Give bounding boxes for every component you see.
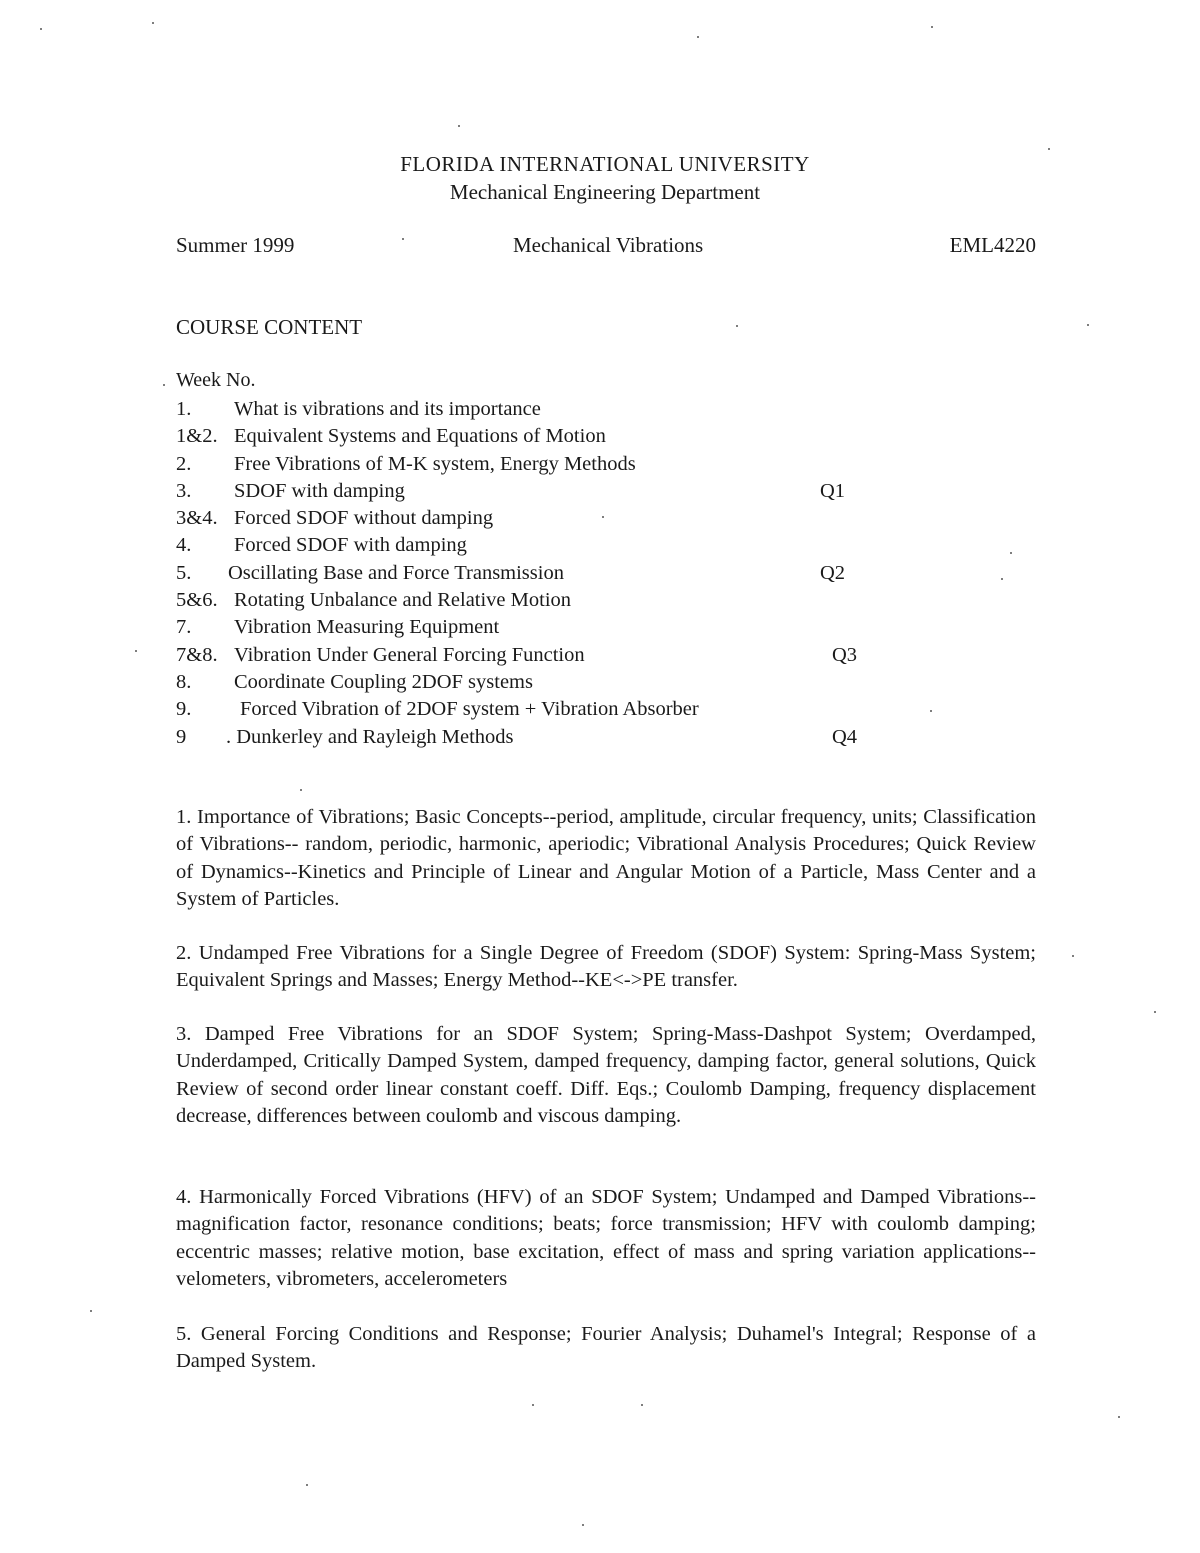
course-code: EML4220 <box>949 233 1036 257</box>
schedule-row <box>176 505 876 532</box>
week-topic: Oscillating Base and Force Transmission <box>228 561 564 584</box>
quiz-label: Q3 <box>832 643 858 666</box>
scan-speck <box>930 710 932 712</box>
quiz-label: Q4 <box>832 725 858 748</box>
scan-speck <box>152 22 154 24</box>
week-number: 9. <box>176 698 192 721</box>
schedule-row <box>176 396 876 423</box>
week-topic: Equivalent Systems and Equations of Motion <box>234 425 606 448</box>
description-paragraph: 1. Importance of Vibrations; Basic Concepts--period, amplitude, circular frequency, units; Classification of Vibrations-- random, periodic, harmonic, aperiodic; Vibrational Analysis Procedures; Quick Review of Dynamics--Kinetics and Principle of Linear and Angular Motion of a Particle, Mass Center and a System of Particles. <box>176 806 1036 910</box>
schedule-row <box>176 423 876 450</box>
week-topic: Coordinate Coupling 2DOF systems <box>234 670 533 693</box>
university-name: FLORIDA INTERNATIONAL UNIVERSITY <box>400 152 810 176</box>
department-name: Mechanical Engineering Department <box>449 180 761 204</box>
week-number: 3&4. <box>176 507 218 530</box>
schedule-row <box>176 451 876 478</box>
week-number: 7. <box>176 616 192 639</box>
description-paragraph: 5. General Forcing Conditions and Response; Fourier Analysis; Duhamel's Integral; Response of a Damped System. <box>176 1323 1036 1373</box>
schedule-row <box>176 587 876 614</box>
week-topic: Forced SDOF without damping <box>234 507 494 530</box>
week-topic: Vibration Under General Forcing Function <box>234 643 585 666</box>
scan-speck <box>458 125 460 127</box>
week-topic: SDOF with damping <box>234 479 405 502</box>
week-header: Week No. <box>176 369 256 391</box>
scan-speck <box>582 1524 584 1526</box>
week-topic: What is vibrations and its importance <box>234 398 541 420</box>
scan-speck <box>736 325 738 327</box>
section-title: COURSE CONTENT <box>176 315 363 339</box>
week-topic: . Dunkerley and Rayleigh Methods <box>226 725 514 748</box>
week-number: 1&2. <box>176 425 218 448</box>
scan-speck <box>1048 148 1050 150</box>
scan-speck <box>602 516 604 518</box>
week-topic: Vibration Measuring Equipment <box>234 616 500 639</box>
scan-speck <box>641 1404 643 1406</box>
scan-speck <box>1154 1011 1156 1013</box>
week-number: 1. <box>176 398 192 420</box>
scan-speck <box>1001 578 1003 580</box>
scan-speck <box>1087 324 1089 326</box>
week-topic: Forced Vibration of 2DOF system + Vibration Absorber <box>240 698 699 721</box>
schedule-list <box>176 396 876 751</box>
scan-speck <box>1072 955 1074 957</box>
schedule-row <box>176 724 876 751</box>
week-number: 2. <box>176 452 192 475</box>
week-number: 5. <box>176 561 192 584</box>
scan-speck <box>532 1404 534 1406</box>
scan-speck <box>306 1484 308 1486</box>
schedule-row <box>176 532 876 559</box>
week-number: 5&6. <box>176 589 218 612</box>
schedule-row <box>176 642 876 669</box>
scan-speck <box>300 789 302 791</box>
week-number: 9 <box>176 725 187 748</box>
course-term: Summer 1999 <box>176 233 295 257</box>
week-number: 7&8. <box>176 643 218 666</box>
scan-speck <box>90 1310 92 1312</box>
scan-speck <box>402 238 404 240</box>
scan-speck <box>931 26 933 28</box>
scan-speck <box>697 36 699 38</box>
description-paragraph: 2. Undamped Free Vibrations for a Single Degree of Freedom (SDOF) System: Spring-Mass System; Equivalent Springs and Masses; Energy Method--KE<->PE transfer. <box>176 942 1036 992</box>
schedule-row <box>176 696 876 723</box>
schedule-row <box>176 560 876 587</box>
description-paragraph: 4. Harmonically Forced Vibrations (HFV) of an SDOF System; Undamped and Damped Vibrations--magnification factor, resonance conditions; beats; force transmission; HFV with coulomb damping; eccentric masses; relative motion, base excitation, effect of mass and spring variation applications--velometers, vibrometers, accelerometers <box>176 1186 1036 1290</box>
course-info-row <box>176 233 1036 261</box>
quiz-label: Q2 <box>820 561 846 584</box>
schedule-row <box>176 614 876 641</box>
week-number: 3. <box>176 479 192 502</box>
week-number: 8. <box>176 670 192 693</box>
scan-speck <box>163 384 165 386</box>
week-topic: Free Vibrations of M-K system, Energy Methods <box>234 452 636 475</box>
scan-speck <box>1118 1416 1120 1418</box>
course-title: Mechanical Vibrations <box>513 233 704 257</box>
schedule-row <box>176 478 876 505</box>
description-paragraph: 3. Damped Free Vibrations for an SDOF System; Spring-Mass-Dashpot System; Overdamped, Underdamped, Critically Damped System, damped frequency, damping factor, general solutions, Quick Review of second order linear constant coeff. Diff. Eqs.; Coulomb Damping, frequency displacement decrease, differences between coulomb and viscous damping. <box>176 1023 1036 1127</box>
week-number: 4. <box>176 534 192 557</box>
scan-speck <box>1010 552 1012 554</box>
week-topic: Forced SDOF with damping <box>234 534 467 557</box>
scan-speck <box>135 650 137 652</box>
week-topic: Rotating Unbalance and Relative Motion <box>234 589 572 612</box>
scan-speck <box>40 28 42 30</box>
quiz-label: Q1 <box>820 479 846 502</box>
schedule-row <box>176 669 876 696</box>
